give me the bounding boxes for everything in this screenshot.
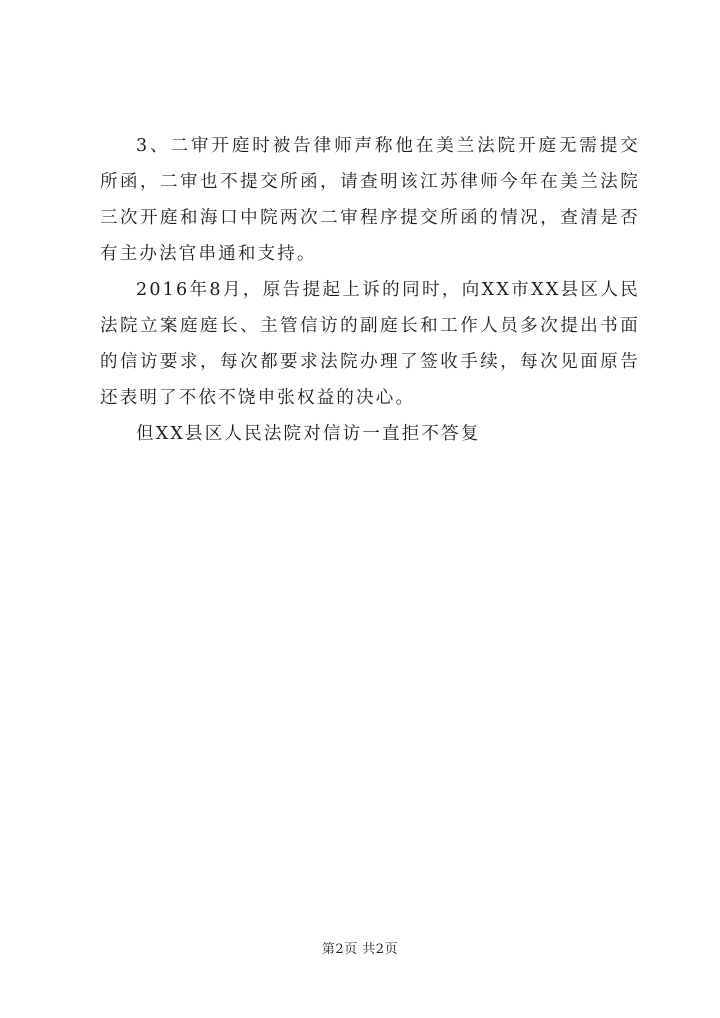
paragraph-2: 2016年8月，原告提起上诉的同时，向XX市XX县区人民法院立案庭庭长、主管信访的副庭长和工作人员多次提出书面的信访要求，每次都要求法院办理了签收手续，每次见面原告还表明了不依不饶申张权益的决心。: [100, 280, 640, 408]
paragraph-1: 3、二审开庭时被告律师声称他在美兰法院开庭无需提交所函，二审也不提交所函，请查明该江苏律师今年在美兰法院三次开庭和海口中院两次二审程序提交所函的情况，查清是否有主办法官串通和支持。: [100, 136, 640, 264]
page-footer: 第2页 共2页: [321, 942, 399, 957]
document-body: [100, 128, 640, 452]
paragraph-3: 但XX县区人民法院对信访一直拒不答复: [136, 424, 481, 444]
